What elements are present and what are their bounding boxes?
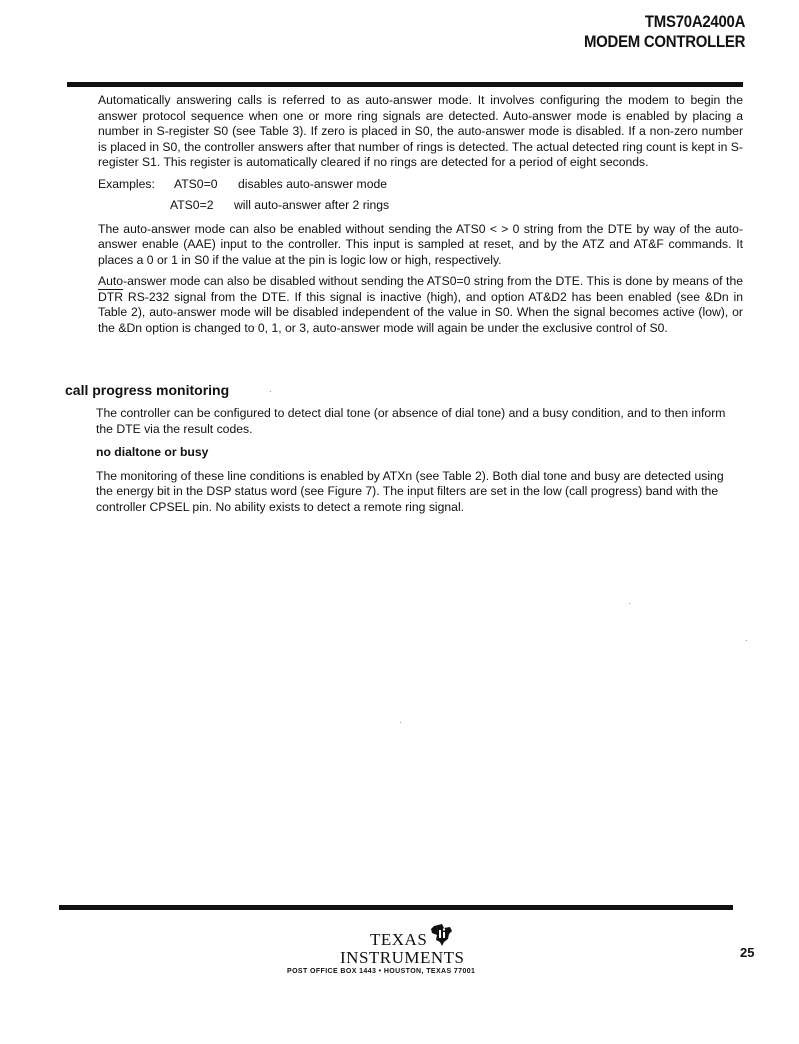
example-description-2: will auto-answer after 2 rings <box>234 198 390 212</box>
call-progress-paragraph: The controller can be configured to detect dial tone (or absence of dial tone) and a busy condition, and to then inform the DTE via the result codes. <box>96 406 726 436</box>
scan-speck <box>270 391 271 392</box>
section-heading-call-progress: call progress monitoring <box>65 382 230 398</box>
auto-answer-section <box>98 93 743 342</box>
logo-texas-text: TEXAS <box>370 930 428 949</box>
bottom-rule <box>59 905 733 910</box>
texas-instruments-logo <box>340 922 465 966</box>
logo-instruments-text: INSTRUMENTS <box>340 948 465 967</box>
example-command-2: ATS0=2 <box>170 198 214 212</box>
footer-address: POST OFFICE BOX 1443 • HOUSTON, TEXAS 77001 <box>287 968 476 975</box>
dtr-paragraph-start: Auto-answer mode can also be disabled without sending the ATS0=0 string from the DTE. This is done by means of the <box>98 274 743 288</box>
no-dialtone-paragraph: The monitoring of these line conditions is enabled by ATXn (see Table 2). Both dial tone and busy are detected using the energy bit in the DSP status word (see Figure 7). The input filters are set in the low (call progress) band with the controller CPSEL pin. No ability exists to detect a remote ring signal. <box>96 468 724 514</box>
scan-speck <box>746 640 747 641</box>
header-part-title: MODEM CONTROLLER <box>583 32 745 51</box>
page-number: 25 <box>740 945 755 960</box>
aae-input-paragraph: The auto-answer mode can also be enabled without sending the ATS0 < > 0 string from the DTE by way of the auto-answer enable (AAE) input to the controller. This input is sampled at reset, and by the ATZ and AT&F commands. It places a 0 or 1 in S0 if the value at the pin is logic low or high, respectively. <box>98 221 743 267</box>
subheading-no-dialtone: no dialtone or busy <box>96 445 209 459</box>
example-description-1: disables auto-answer mode <box>238 176 388 191</box>
header-part-number: TMS70A2400A <box>644 12 745 31</box>
example-line-2 <box>98 198 743 214</box>
dtr-disable-paragraph <box>98 274 743 336</box>
examples-label: Examples: <box>98 176 155 191</box>
example-command-1: ATS0=0 <box>174 176 218 191</box>
auto-answer-intro-paragraph: Automatically answering calls is referred to as auto-answer mode. It involves configuring the modem to begin the answer protocol sequence when one or more ring signals are detected. Auto-answer mode is enabled by placing a number in S-register S0 (see Table 3). If zero is placed in S0, the auto-answer mode is disabled. If a non-zero number is placed in S0, the controller answers after that number of rings is detected. The actual detected ring count is kept in S-register S1. This register is automatically cleared if no rings are detected for a period of eight seconds. <box>98 93 743 169</box>
example-line-1 <box>98 177 743 193</box>
document-header <box>584 12 745 52</box>
dtr-paragraph-end: RS-232 signal from the DTE. If this signal is inactive (high), and option AT&D2 has been enabled (see &Dn in Table 2), auto-answer mode will be disabled independent of the value in S0. When the signal becomes active (low), or the &Dn option is changed to 0, 1, or 3, auto-answer mode will again be under the exclusive control of S0. <box>98 289 743 335</box>
scan-speck <box>400 722 401 723</box>
top-rule <box>67 82 743 87</box>
scan-speck <box>629 603 630 604</box>
texas-instruments-logo-icon <box>428 922 456 948</box>
dtr-signal-name: $\overline{DTR}$ <box>98 289 124 304</box>
call-progress-section <box>96 406 743 523</box>
